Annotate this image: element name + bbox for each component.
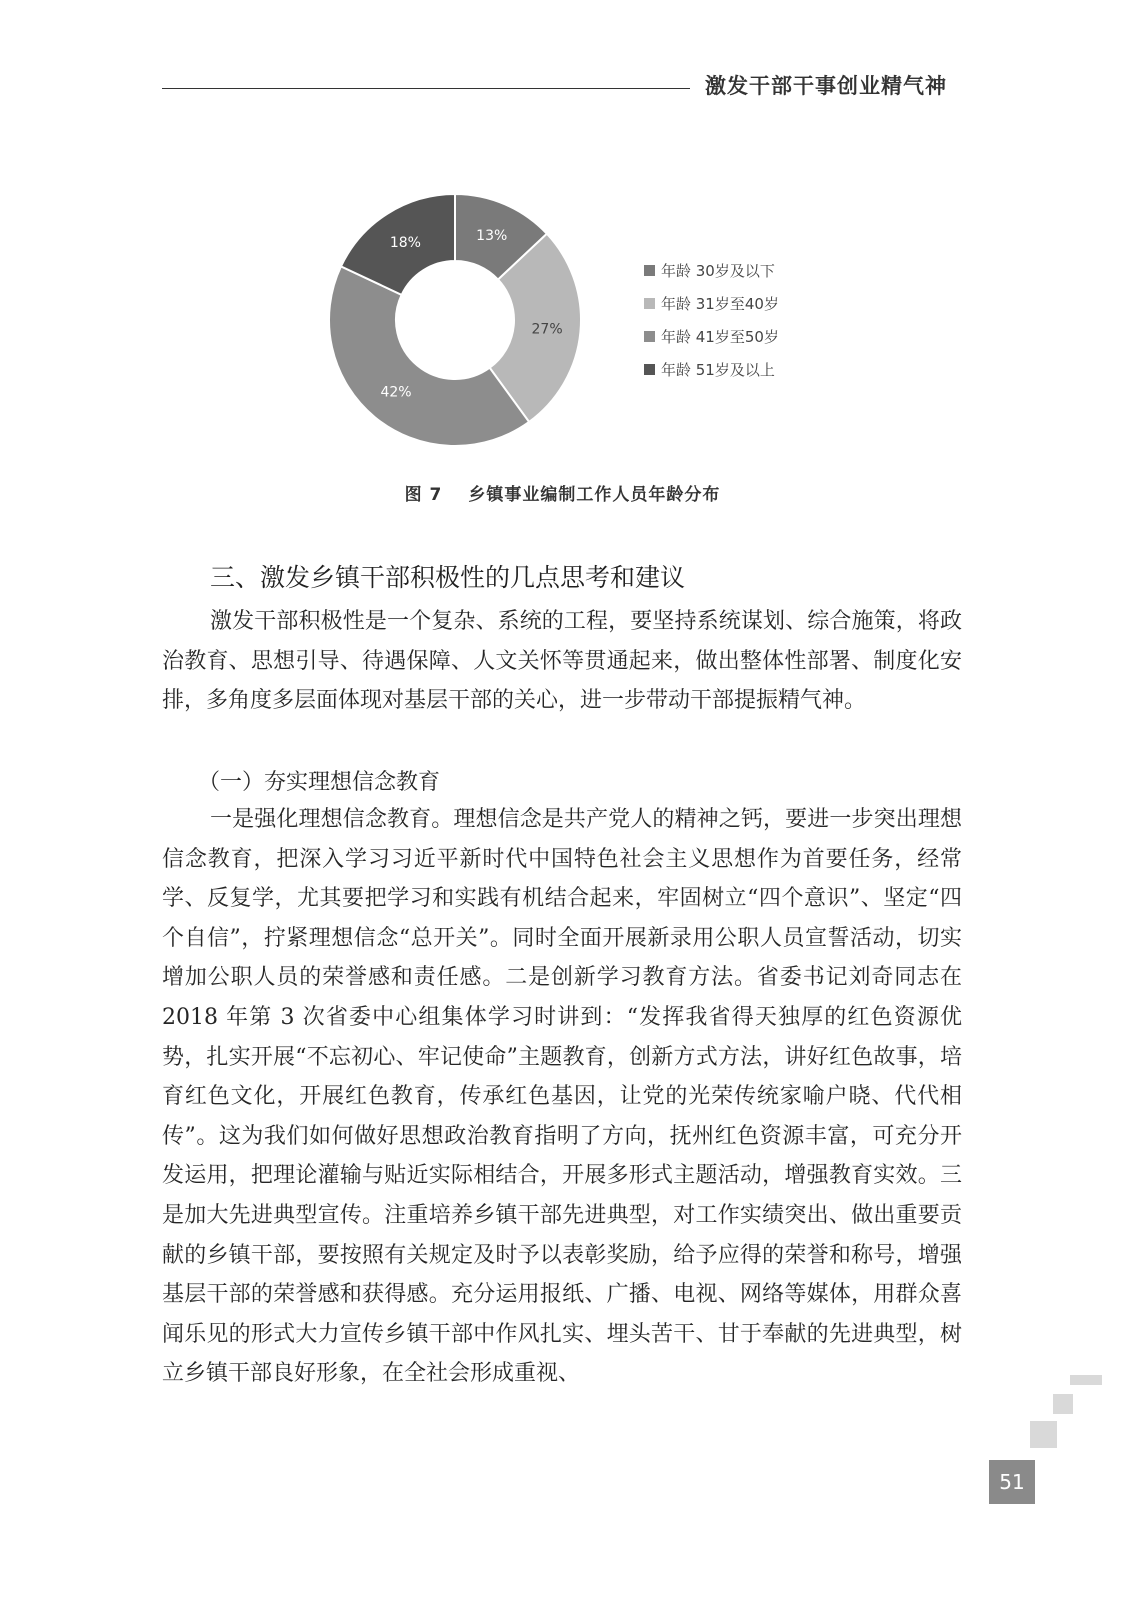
slice-percent-label: 42% [380,384,412,401]
legend-swatch [644,298,655,309]
legend-item [644,353,779,386]
subsection-heading: （一）夯实理想信念教育 [198,770,441,795]
corner-decoration-block [1070,1375,1102,1385]
corner-decoration-block [1053,1394,1073,1414]
legend-label: 年龄 30岁及以下 [661,262,775,280]
intro-paragraph: 激发干部积极性是一个复杂、系统的工程，要坚持系统谋划、综合施策，将政治教育、思想引导、待遇保障、人文关怀等贯通起来，做出整体性部署、制度化安排，多角度多层面体现对基层干部的关心，进一步带动干部提振精气神。 [162,609,962,714]
slice-percent-label: 27% [531,321,563,338]
body-paragraph: 一是强化理想信念教育。理想信念是共产党人的精神之钙，要进一步突出理想信念教育，把深入学习习近平新时代中国特色社会主义思想作为首要任务，经常学、反复学，尤其要把学习和实践有机结合起来，牢固树立“四个意识”、坚定“四个自信”，拧紧理想信念“总开关”。同时全面开展新录用公职人员宣誓活动，切实增加公职人员的荣誉感和责任感。二是创新学习教育方法。省委书记刘奇同志在 2018 年第 3 次省委中心组集体学习时讲到：“发挥我省得天独厚的红色资源优势，扎实开展“不忘初心、牢记使命”主题教育，创新方式方法，讲好红色故事，培育红色文化，开展红色教育，传承红色基因，让党的光荣传统家喻户晓、代代相传”。这为我们如何做好思想政治教育指明了方向，抚州红色资源丰富，可充分开发运用，把理论灌输与贴近实际相结合，开展多形式主题活动，增强教育实效。三是加大先进典型宣传。注重培养乡镇干部先进典型，对工作实绩突出、做出重要贡献的乡镇干部，要按照有关规定及时予以表彰奖励，给予应得的荣誉和称号，增强基层干部的荣誉感和获得感。充分运用报纸、广播、电视、网络等媒体，用群众喜闻乐见的形式大力宣传乡镇干部中作风扎实、埋头苦干、甘于奉献的先进典型，树立乡镇干部良好形象，在全社会形成重视、 [162,807,962,1387]
section-heading: 三、激发乡镇干部积极性的几点思考和建议 [210,563,686,592]
legend-item [644,254,779,287]
legend-swatch [644,364,655,375]
legend-swatch [644,331,655,342]
slice-percent-label: 18% [389,234,421,251]
donut-slice [329,266,529,446]
legend-item [644,287,779,320]
header-rule [162,88,690,89]
chart-legend [644,254,779,386]
page-number: 51 [989,1460,1035,1504]
figure-number: 图 7 [404,485,443,505]
legend-item [644,320,779,353]
legend-label: 年龄 41岁至50岁 [661,328,779,346]
running-header-title: 激发干部干事创业精气神 [705,74,947,98]
figure-title: 乡镇事业编制工作人员年龄分布 [468,485,721,505]
age-distribution-donut-chart [320,185,590,455]
legend-label: 年龄 51岁及以上 [661,361,775,379]
slice-percent-label: 13% [476,228,508,245]
corner-decoration-block [1030,1421,1057,1448]
legend-swatch [644,265,655,276]
legend-label: 年龄 31岁至40岁 [661,295,779,313]
figure-caption [0,480,1125,505]
